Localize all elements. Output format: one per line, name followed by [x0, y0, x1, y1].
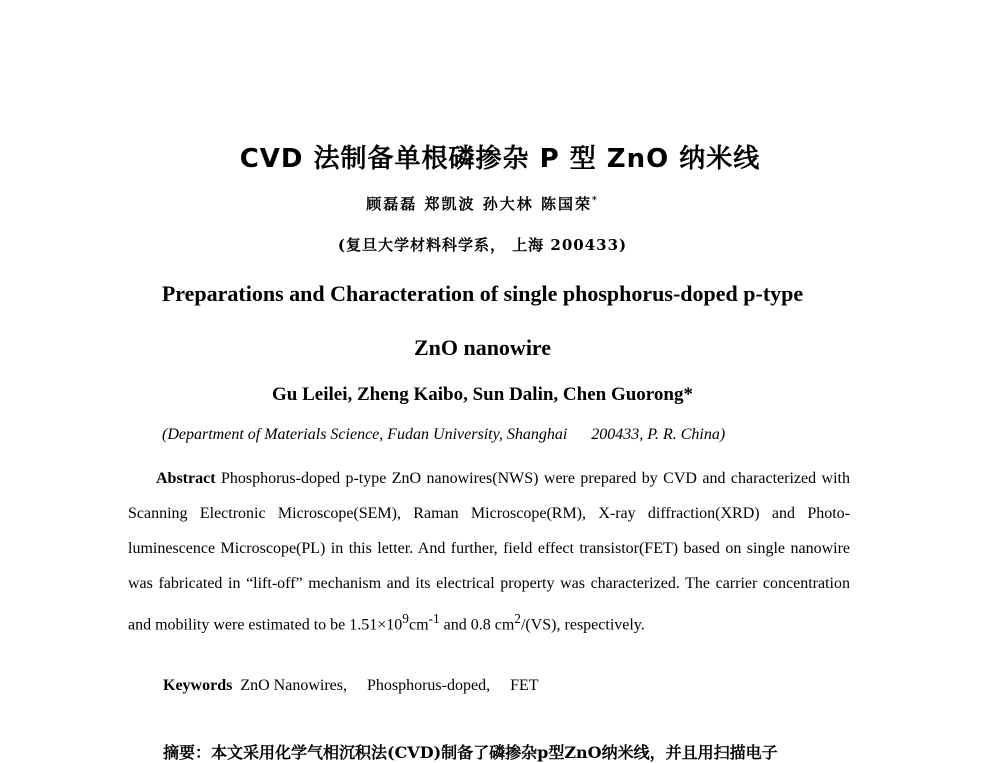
chinese-abstract-start: 摘要：本文采用化学气相沉积法(CVD)制备了磷掺杂p型ZnO纳米线，并且用扫描电子	[163, 743, 778, 762]
chinese-authors	[0, 193, 965, 214]
keywords-text: ZnO Nanowires, Phosphorus-doped, FET	[232, 677, 539, 694]
abstract-paragraph	[128, 461, 850, 642]
abstract-text-3: and 0.8 cm	[439, 616, 515, 634]
abstract-label: Abstract	[156, 470, 216, 487]
abstract-sup-3: 2	[514, 611, 521, 626]
chinese-title: CVD 法制备单根磷掺杂 P 型 ZnO 纳米线	[239, 144, 761, 174]
english-authors: Gu Leilei, Zheng Kaibo, Sun Dalin, Chen Guorong*	[272, 384, 693, 405]
abstract-text-2: cm	[408, 616, 429, 634]
abstract-text-4: /(VS), respectively.	[520, 616, 645, 634]
abstract-sup-1: 9	[402, 611, 409, 626]
corresponding-author-mark: *	[591, 196, 599, 206]
chinese-affiliation: (复旦大学材料科学系， 上海 200433)	[337, 236, 628, 254]
keywords-label: Keywords	[163, 677, 233, 694]
abstract-text-1: Phosphorus-doped p-type ZnO nanowires(NWS) were prepared by CVD and characterized with Scanning Electronic Microscope(SEM), Raman Microscope(RM), X-ray diffraction(XRD) and Photo-luminescence Microscope(PL) in this letter. And further, field effect transistor(FET) based on single nanowire was fabricated in “lift-off” mechanism and its electrical property was characterized. The carrier concentration and mobility were estimated to be 1.51×10	[128, 470, 850, 634]
keywords-line	[163, 677, 539, 695]
english-title-line-1: Preparations and Characteration of single phosphorus-doped p-type	[161, 281, 804, 306]
english-affiliation: (Department of Materials Science, Fudan University, Shanghai 200433, P. R. China)	[162, 426, 726, 443]
chinese-authors-names: 顾磊磊 郑凯波 孙大林 陈国荣	[366, 195, 592, 213]
abstract-sup-2: -1	[428, 611, 440, 626]
english-title-line-2: ZnO nanowire	[413, 335, 552, 360]
